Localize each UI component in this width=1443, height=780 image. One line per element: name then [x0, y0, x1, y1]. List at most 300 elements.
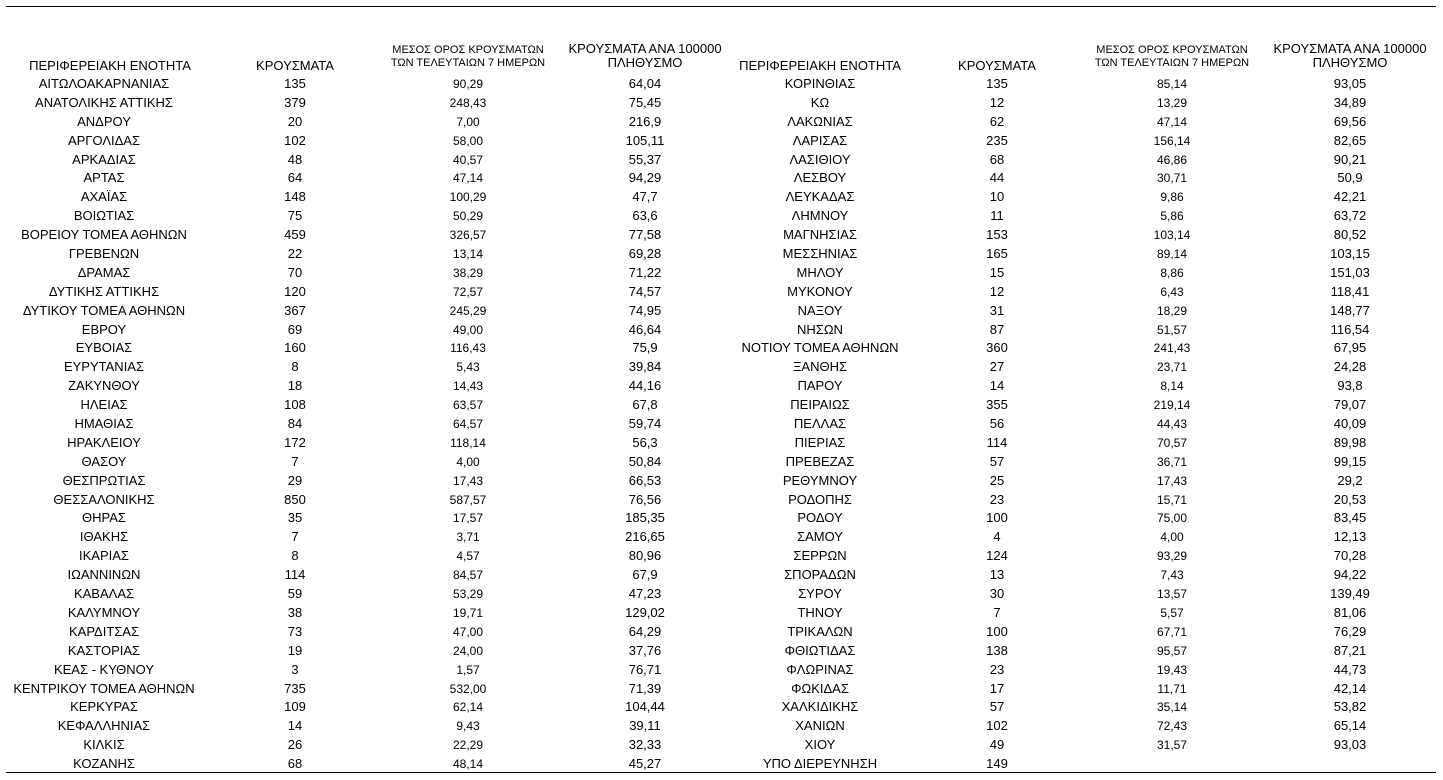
- right-region-cell: ΝΗΣΩΝ: [797, 321, 843, 337]
- left-avg-cell: 9,43: [456, 719, 480, 734]
- right-avg-cell: 8,86: [1160, 265, 1184, 280]
- left-per100k-cell: 56,3: [632, 434, 658, 450]
- left-cases-cell: 22: [287, 246, 303, 262]
- top-rule: [6, 6, 1436, 7]
- right-cases-cell: 135: [986, 76, 1008, 91]
- left-avg-cell: 116,43: [450, 341, 486, 356]
- right-cases-cell: 57: [989, 699, 1005, 715]
- left-per100k-cell: 44,16: [628, 378, 662, 394]
- left-cases-cell: 8: [291, 359, 299, 375]
- right-region-column: [720, 75, 920, 774]
- left-cases-cell: 69: [287, 321, 303, 337]
- right-cases-cell: 100: [986, 510, 1008, 526]
- right-region-cell: ΥΠΟ ΔΙΕΡΕΥΝΗΣΗ: [762, 756, 878, 772]
- left-cases-cell: 160: [284, 340, 306, 356]
- left-per100k-cell: 39,11: [629, 718, 661, 734]
- left-avg-cell: 587,57: [449, 492, 487, 507]
- right-header-avg-line1: ΜΕΣΟΣ ΟΡΟΣ ΚΡΟΥΣΜΑΤΩΝ: [1096, 44, 1248, 56]
- left-avg-cell: 1,57: [456, 662, 480, 677]
- right-region-cell: ΧΙΟΥ: [804, 737, 836, 753]
- right-per100k-cell: 83,45: [1333, 510, 1367, 526]
- right-header-per100k: [1260, 42, 1440, 70]
- right-cases-cell: 4: [993, 529, 1001, 545]
- right-cases-cell: 62: [989, 113, 1005, 129]
- left-cases-cell: 7: [291, 529, 299, 545]
- left-cases-cell: 367: [284, 302, 306, 318]
- left-region-column: [4, 75, 204, 774]
- right-avg-cell: 219,14: [1153, 398, 1191, 413]
- left-cases-cell: 108: [284, 397, 306, 413]
- left-avg-cell: 47,14: [452, 171, 484, 186]
- right-region-cell: ΛΑΣΙΘΙΟΥ: [789, 151, 851, 167]
- right-per100k-cell: 116,54: [1330, 321, 1370, 337]
- left-cases-cell: 114: [284, 567, 306, 583]
- right-header-cases: ΚΡΟΥΣΜΑΤΑ: [958, 58, 1036, 73]
- right-region-cell: ΜΥΚΟΝΟΥ: [787, 283, 853, 299]
- left-avg-cell: 17,43: [452, 473, 484, 488]
- left-cases-cell: 48: [287, 151, 303, 167]
- right-per100k-cell: 50,9: [1337, 170, 1363, 186]
- left-cases-cell: 18: [287, 378, 303, 394]
- left-region-cell: ΚΕΝΤΡΙΚΟΥ ΤΟΜΕΑ ΑΘΗΝΩΝ: [13, 680, 195, 696]
- left-per100k-cell: 63,6: [632, 208, 658, 224]
- left-per100k-cell: 64,04: [628, 76, 662, 91]
- left-avg-cell: 22,29: [452, 738, 484, 753]
- left-region-cell: ΑΡΤΑΣ: [83, 170, 125, 186]
- right-cases-cell: 17: [989, 680, 1005, 696]
- left-avg-cell: 84,57: [452, 568, 484, 583]
- left-avg-cell: 63,57: [452, 398, 484, 413]
- left-avg-cell: 532,00: [449, 681, 487, 696]
- right-avg-cell: 23,71: [1156, 360, 1188, 375]
- right-per100k-cell: 65,14: [1333, 718, 1367, 734]
- left-per100k-cell: 76,71: [628, 661, 662, 677]
- right-avg-cell: 15,71: [1156, 492, 1188, 507]
- right-per100k-cell: 69,56: [1333, 113, 1367, 129]
- right-header-per100k-line1: ΚΡΟΥΣΜΑΤΑ ΑΝΑ 100000: [1273, 41, 1427, 56]
- left-avg-column: [378, 75, 558, 774]
- right-cases-cell: 27: [989, 359, 1005, 375]
- left-region-cell: ΑΧΑΪΑΣ: [80, 189, 128, 205]
- left-per100k-cell: 71,39: [628, 680, 662, 696]
- right-region-cell: ΡΟΔΟΠΗΣ: [788, 491, 852, 507]
- left-region-cell: ΑΡΓΟΛΙΔΑΣ: [67, 132, 141, 148]
- right-cases-cell: 102: [986, 718, 1008, 734]
- right-per100k-cell: 148,77: [1330, 302, 1370, 318]
- right-per100k-cell: 93,05: [1333, 76, 1367, 91]
- left-avg-cell: 49,00: [452, 322, 484, 337]
- right-per100k-cell: 103,15: [1330, 246, 1370, 262]
- left-region-cell: ΗΡΑΚΛΕΙΟΥ: [67, 434, 141, 450]
- right-avg-cell: 7,43: [1160, 568, 1184, 583]
- right-per100k-cell: 79,07: [1333, 397, 1367, 413]
- right-per100k-cell: 44,73: [1333, 661, 1367, 677]
- left-region-cell: ΚΟΖΑΝΗΣ: [73, 756, 135, 772]
- left-per100k-column: [555, 75, 735, 774]
- left-avg-cell: 62,14: [452, 700, 484, 715]
- right-per100k-cell: 40,09: [1333, 416, 1367, 432]
- left-header-avg: [378, 44, 558, 70]
- left-region-cell: ΚΑΣΤΟΡΙΑΣ: [67, 642, 141, 658]
- left-region-cell: ΑΙΤΩΛΟΑΚΑΡΝΑΝΙΑΣ: [38, 76, 170, 91]
- left-region-cell: ΙΩΑΝΝΙΝΩΝ: [67, 567, 141, 583]
- left-avg-cell: 53,29: [452, 587, 484, 602]
- left-cases-cell: 120: [284, 283, 306, 299]
- left-region-cell: ΑΝΔΡΟΥ: [77, 113, 131, 129]
- right-region-cell: ΧΑΝΙΩΝ: [795, 718, 845, 734]
- right-avg-cell: 241,43: [1153, 341, 1191, 356]
- right-region-cell: ΛΗΜΝΟΥ: [791, 208, 849, 224]
- left-avg-cell: 5,43: [456, 360, 480, 375]
- left-region-cell: ΚΑΒΑΛΑΣ: [73, 586, 135, 602]
- left-cases-cell: 75: [287, 208, 303, 224]
- left-per100k-cell: 37,76: [628, 642, 662, 658]
- left-per100k-cell: 46,64: [628, 321, 662, 337]
- right-region-cell: ΚΩ: [810, 94, 830, 110]
- right-avg-cell: 9,86: [1160, 190, 1184, 205]
- left-region-cell: ΘΑΣΟΥ: [81, 453, 127, 469]
- left-cases-cell: 38: [287, 604, 303, 620]
- right-per100k-cell: 34,89: [1333, 94, 1367, 110]
- left-header-per100k-line1: ΚΡΟΥΣΜΑΤΑ ΑΝΑ 100000: [568, 41, 722, 56]
- left-header-avg-line2: ΤΩΝ ΤΕΛΕΥΤΑΙΩΝ 7 ΗΜΕΡΩΝ: [390, 57, 546, 69]
- right-avg-cell: 72,43: [1156, 719, 1188, 734]
- left-avg-cell: 48,14: [452, 757, 484, 772]
- right-cases-cell: 49: [989, 737, 1005, 753]
- left-cases-cell: 64: [287, 170, 303, 186]
- left-region-cell: ΔΥΤΙΚΗΣ ΑΤΤΙΚΗΣ: [48, 283, 160, 299]
- right-per100k-cell: 82,65: [1333, 132, 1367, 148]
- left-cases-cell: 148: [284, 189, 306, 205]
- left-header-cases: ΚΡΟΥΣΜΑΤΑ: [256, 58, 334, 73]
- left-header-per100k: [555, 42, 735, 70]
- right-per100k-cell: 53,82: [1333, 699, 1367, 715]
- right-region-cell: ΠΕΙΡΑΙΩΣ: [790, 397, 850, 413]
- right-region-cell: ΛΑΚΩΝΙΑΣ: [787, 113, 853, 129]
- left-region-cell: ΕΥΡΥΤΑΝΙΑΣ: [63, 359, 145, 375]
- left-region-cell: ΘΕΣΣΑΛΟΝΙΚΗΣ: [53, 491, 155, 507]
- right-per100k-cell: 93,03: [1333, 737, 1367, 753]
- right-avg-cell: 5,57: [1160, 605, 1184, 620]
- left-region-cell: ΓΡΕΒΕΝΩΝ: [68, 246, 140, 262]
- left-per100k-cell: 74,57: [628, 283, 662, 299]
- right-avg-cell: 4,00: [1160, 530, 1184, 545]
- left-cases-cell: 59: [287, 586, 303, 602]
- right-per100k-cell: 89,98: [1333, 434, 1367, 450]
- right-avg-cell: 70,57: [1156, 435, 1188, 450]
- left-per100k-cell: 47,23: [628, 586, 662, 602]
- right-avg-cell: 67,71: [1156, 624, 1188, 639]
- right-avg-cell: 44,43: [1156, 417, 1188, 432]
- left-region-cell: ΘΗΡΑΣ: [82, 510, 126, 526]
- right-cases-cell: 138: [986, 642, 1008, 658]
- left-avg-cell: 19,71: [452, 605, 484, 620]
- right-avg-cell: 75,00: [1156, 511, 1188, 526]
- right-region-cell: ΠΙΕΡΙΑΣ: [794, 434, 846, 450]
- right-region-cell: ΛΕΣΒΟΥ: [793, 170, 847, 186]
- right-cases-cell: 235: [986, 132, 1008, 148]
- right-header-avg: [1082, 44, 1262, 70]
- right-region-cell: ΠΡΕΒΕΖΑΣ: [785, 453, 855, 469]
- right-per100k-cell: 94,22: [1333, 567, 1367, 583]
- right-region-cell: ΜΕΣΣΗΝΙΑΣ: [782, 246, 858, 262]
- right-cases-cell: 114: [986, 434, 1008, 450]
- left-cases-cell: 14: [287, 718, 303, 734]
- left-region-cell: ΚΑΡΔΙΤΣΑΣ: [68, 623, 140, 639]
- left-per100k-cell: 80,96: [628, 548, 662, 564]
- right-per100k-cell: 118,41: [1330, 283, 1370, 299]
- bottom-rule: [6, 772, 1436, 773]
- left-per100k-cell: 74,95: [628, 302, 662, 318]
- left-avg-cell: 3,71: [456, 530, 480, 545]
- right-avg-cell: 11,71: [1157, 681, 1187, 696]
- right-per100k-cell: 67,95: [1333, 340, 1367, 356]
- right-avg-cell: 8,14: [1160, 379, 1184, 394]
- left-avg-cell: 90,29: [452, 77, 484, 91]
- left-cases-cell: 26: [287, 737, 303, 753]
- left-avg-cell: 24,00: [452, 643, 484, 658]
- right-region-cell: ΡΕΘΥΜΝΟΥ: [782, 472, 858, 488]
- right-avg-cell: 47,14: [1156, 114, 1188, 129]
- right-cases-cell: 23: [989, 661, 1005, 677]
- right-avg-cell: 5,86: [1160, 209, 1184, 224]
- right-cases-cell: 25: [989, 472, 1005, 488]
- right-region-cell: ΠΑΡΟΥ: [797, 378, 843, 394]
- right-region-cell: ΣΠΟΡΑΔΩΝ: [784, 567, 856, 583]
- right-avg-cell: 30,71: [1156, 171, 1188, 186]
- left-avg-cell: 17,57: [452, 511, 484, 526]
- left-cases-cell: 35: [287, 510, 303, 526]
- right-cases-cell: 165: [986, 246, 1008, 262]
- left-avg-cell: 4,00: [456, 454, 480, 469]
- left-per100k-cell: 45,27: [628, 756, 662, 772]
- left-region-cell: ΕΥΒΟΙΑΣ: [75, 340, 133, 356]
- right-region-cell: ΞΑΝΘΗΣ: [792, 359, 848, 375]
- left-avg-cell: 40,57: [452, 152, 484, 167]
- left-avg-cell: 248,43: [449, 95, 487, 110]
- right-avg-cell: 156,14: [1153, 133, 1191, 148]
- right-per100k-cell: 90,21: [1333, 151, 1367, 167]
- left-header-per100k-line2: ΠΛΗΘΥΣΜΟ: [607, 55, 683, 70]
- right-per100k-cell: 76,29: [1333, 623, 1367, 639]
- right-region-cell: ΝΑΞΟΥ: [797, 302, 843, 318]
- right-cases-cell: 44: [989, 170, 1005, 186]
- right-cases-cell: 360: [986, 340, 1008, 356]
- right-region-cell: ΣΥΡΟΥ: [798, 586, 842, 602]
- right-per100k-column: [1260, 75, 1440, 774]
- right-avg-cell: 31,57: [1156, 738, 1188, 753]
- left-per100k-cell: 59,74: [628, 416, 662, 432]
- right-cases-cell: 13: [989, 567, 1005, 583]
- right-avg-cell: 17,43: [1156, 473, 1188, 488]
- right-avg-cell: 95,57: [1156, 643, 1188, 658]
- right-region-cell: ΧΑΛΚΙΔΙΚΗΣ: [781, 699, 859, 715]
- left-per100k-cell: 39,84: [628, 359, 662, 375]
- left-cases-cell: 379: [284, 94, 306, 110]
- left-region-cell: ΗΜΑΘΙΑΣ: [74, 416, 134, 432]
- right-avg-cell: 13,57: [1156, 587, 1188, 602]
- left-per100k-cell: 64,29: [628, 623, 662, 639]
- right-avg-cell: 36,71: [1156, 454, 1188, 469]
- left-avg-cell: 38,29: [452, 265, 484, 280]
- right-cases-cell: 57: [989, 453, 1005, 469]
- left-cases-column: [240, 75, 350, 774]
- left-region-cell: ΕΒΡΟΥ: [81, 321, 127, 337]
- right-per100k-cell: 93,8: [1337, 378, 1363, 394]
- left-region-cell: ΑΡΚΑΔΙΑΣ: [72, 151, 136, 167]
- right-region-cell: ΛΑΡΙΣΑΣ: [792, 132, 848, 148]
- left-header-avg-line1: ΜΕΣΟΣ ΟΡΟΣ ΚΡΟΥΣΜΑΤΩΝ: [392, 44, 544, 56]
- left-cases-cell: 84: [287, 416, 303, 432]
- left-per100k-cell: 105,11: [625, 132, 665, 148]
- left-avg-cell: 50,29: [452, 209, 484, 224]
- left-cases-cell: 19: [287, 642, 303, 658]
- left-per100k-cell: 185,35: [625, 510, 665, 526]
- left-avg-cell: 118,14: [450, 435, 486, 450]
- right-per100k-cell: 63,72: [1333, 208, 1367, 224]
- right-avg-cell: 51,57: [1156, 322, 1188, 337]
- right-per100k-cell: 139,49: [1330, 586, 1370, 602]
- left-region-cell: ΔΥΤΙΚΟΥ ΤΟΜΕΑ ΑΘΗΝΩΝ: [22, 302, 186, 318]
- left-per100k-cell: 50,84: [628, 453, 662, 469]
- left-avg-cell: 14,43: [452, 379, 484, 394]
- left-avg-cell: 245,29: [449, 303, 487, 318]
- left-avg-cell: 64,57: [452, 417, 484, 432]
- right-per100k-cell: 24,28: [1333, 359, 1367, 375]
- left-cases-cell: 109: [284, 699, 306, 715]
- right-region-cell: ΜΑΓΝΗΣΙΑΣ: [783, 227, 857, 243]
- left-region-cell: ΔΡΑΜΑΣ: [77, 264, 131, 280]
- left-cases-cell: 8: [291, 548, 299, 564]
- left-region-cell: ΙΚΑΡΙΑΣ: [79, 548, 129, 564]
- right-region-cell: ΜΗΛΟΥ: [796, 264, 844, 280]
- right-region-cell: ΛΕΥΚΑΔΑΣ: [785, 189, 855, 205]
- right-region-cell: ΣΑΜΟΥ: [797, 529, 843, 545]
- left-cases-cell: 850: [284, 491, 306, 507]
- right-cases-cell: 355: [986, 397, 1008, 413]
- left-cases-cell: 102: [284, 132, 306, 148]
- left-per100k-cell: 76,56: [628, 491, 662, 507]
- left-per100k-cell: 69,28: [628, 246, 662, 262]
- right-cases-column: [942, 75, 1052, 774]
- left-per100k-cell: 66,53: [628, 472, 662, 488]
- left-region-cell: ΚΕΑΣ - ΚΥΘΝΟΥ: [53, 661, 155, 677]
- right-per100k-cell: 151,03: [1330, 264, 1370, 280]
- right-avg-cell: 13,29: [1156, 95, 1188, 110]
- left-per100k-cell: 47,7: [632, 189, 658, 205]
- left-cases-cell: 73: [287, 623, 303, 639]
- right-per100k-cell: 20,53: [1333, 491, 1367, 507]
- right-header-avg-line2: ΤΩΝ ΤΕΛΕΥΤΑΙΩΝ 7 ΗΜΕΡΩΝ: [1094, 57, 1250, 69]
- left-per100k-cell: 94,29: [628, 170, 662, 186]
- left-avg-cell: 100,29: [449, 190, 487, 205]
- right-per100k-cell: 42,21: [1333, 189, 1367, 205]
- right-region-cell: ΝΟΤΙΟΥ ΤΟΜΕΑ ΑΘΗΝΩΝ: [741, 340, 899, 356]
- right-cases-cell: 12: [989, 94, 1005, 110]
- left-avg-cell: 7,00: [456, 114, 480, 129]
- right-region-cell: ΤΗΝΟΥ: [797, 604, 843, 620]
- right-per100k-cell: 99,15: [1333, 453, 1367, 469]
- right-header-per100k-line2: ΠΛΗΘΥΣΜΟ: [1312, 55, 1388, 70]
- left-cases-cell: 68: [287, 756, 303, 772]
- left-per100k-cell: 75,9: [632, 340, 658, 356]
- right-region-cell: ΡΟΔΟΥ: [797, 510, 843, 526]
- right-cases-cell: 68: [989, 151, 1005, 167]
- left-region-cell: ΙΘΑΚΗΣ: [79, 529, 129, 545]
- right-avg-cell: 103,14: [1153, 228, 1191, 243]
- right-per100k-cell: 70,28: [1333, 548, 1367, 564]
- left-avg-cell: 4,57: [456, 549, 480, 564]
- left-avg-cell: 13,14: [452, 247, 484, 262]
- left-per100k-cell: 32,33: [628, 737, 662, 753]
- left-region-cell: ΖΑΚΥΝΘΟΥ: [68, 378, 140, 394]
- right-cases-cell: 7: [993, 604, 1001, 620]
- right-cases-cell: 100: [986, 623, 1008, 639]
- right-avg-column: [1082, 75, 1262, 774]
- left-cases-cell: 70: [287, 264, 303, 280]
- left-per100k-cell: 77,58: [628, 227, 662, 243]
- left-avg-cell: 47,00: [452, 624, 484, 639]
- right-per100k-cell: 81,06: [1333, 604, 1367, 620]
- left-cases-cell: 3: [291, 661, 299, 677]
- left-cases-cell: 172: [284, 434, 306, 450]
- right-avg-cell: 89,14: [1156, 247, 1188, 262]
- left-cases-cell: 7: [291, 453, 299, 469]
- left-per100k-cell: 71,22: [628, 264, 662, 280]
- left-region-cell: ΒΟΡΕΙΟΥ ΤΟΜΕΑ ΑΘΗΝΩΝ: [21, 227, 187, 243]
- right-header-region: ΠΕΡΙΦΕΡΕΙΑΚΗ ΕΝΟΤΗΤΑ: [739, 58, 901, 73]
- right-per100k-cell: 80,52: [1333, 227, 1367, 243]
- left-cases-cell: 735: [284, 680, 306, 696]
- left-per100k-cell: 129,02: [625, 604, 665, 620]
- right-cases-cell: 10: [989, 189, 1005, 205]
- right-per100k-cell: 42,14: [1333, 680, 1367, 696]
- left-region-cell: ΚΑΛΥΜΝΟΥ: [67, 604, 141, 620]
- left-per100k-cell: 67,8: [632, 397, 658, 413]
- left-region-cell: ΘΕΣΠΡΩΤΙΑΣ: [62, 472, 146, 488]
- left-cases-cell: 459: [284, 227, 306, 243]
- left-per100k-cell: 216,9: [628, 113, 662, 129]
- right-region-cell: ΦΘΙΩΤΙΔΑΣ: [784, 642, 856, 658]
- left-avg-cell: 72,57: [452, 284, 484, 299]
- right-per100k-cell: 12,13: [1333, 529, 1367, 545]
- right-avg-cell: 93,29: [1156, 549, 1188, 564]
- left-region-cell: ΚΙΛΚΙΣ: [83, 737, 125, 753]
- right-cases-cell: 12: [989, 283, 1005, 299]
- left-per100k-cell: 216,65: [625, 529, 665, 545]
- left-per100k-cell: 67,9: [632, 567, 658, 583]
- right-cases-cell: 31: [989, 302, 1005, 318]
- right-avg-cell: 6,43: [1160, 284, 1184, 299]
- left-per100k-cell: 75,45: [628, 94, 662, 110]
- right-cases-cell: 124: [986, 548, 1008, 564]
- right-avg-cell: 85,14: [1156, 77, 1188, 91]
- right-cases-cell: 11: [990, 208, 1004, 224]
- left-region-cell: ΚΕΡΚΥΡΑΣ: [70, 699, 138, 715]
- right-cases-cell: 23: [989, 491, 1005, 507]
- right-region-cell: ΦΛΩΡΙΝΑΣ: [786, 661, 854, 677]
- right-region-cell: ΦΩΚΙΔΑΣ: [791, 680, 849, 696]
- right-per100k-cell: 29,2: [1337, 472, 1363, 488]
- left-avg-cell: 326,57: [449, 228, 487, 243]
- right-avg-cell: 46,86: [1156, 152, 1188, 167]
- right-region-cell: ΤΡΙΚΑΛΩΝ: [787, 623, 853, 639]
- right-avg-cell: 35,14: [1156, 700, 1188, 715]
- left-per100k-cell: 55,37: [628, 151, 662, 167]
- left-region-cell: ΒΟΙΩΤΙΑΣ: [73, 208, 135, 224]
- right-cases-cell: 14: [989, 378, 1005, 394]
- left-header-region: ΠΕΡΙΦΕΡΕΙΑΚΗ ΕΝΟΤΗΤΑ: [29, 58, 191, 73]
